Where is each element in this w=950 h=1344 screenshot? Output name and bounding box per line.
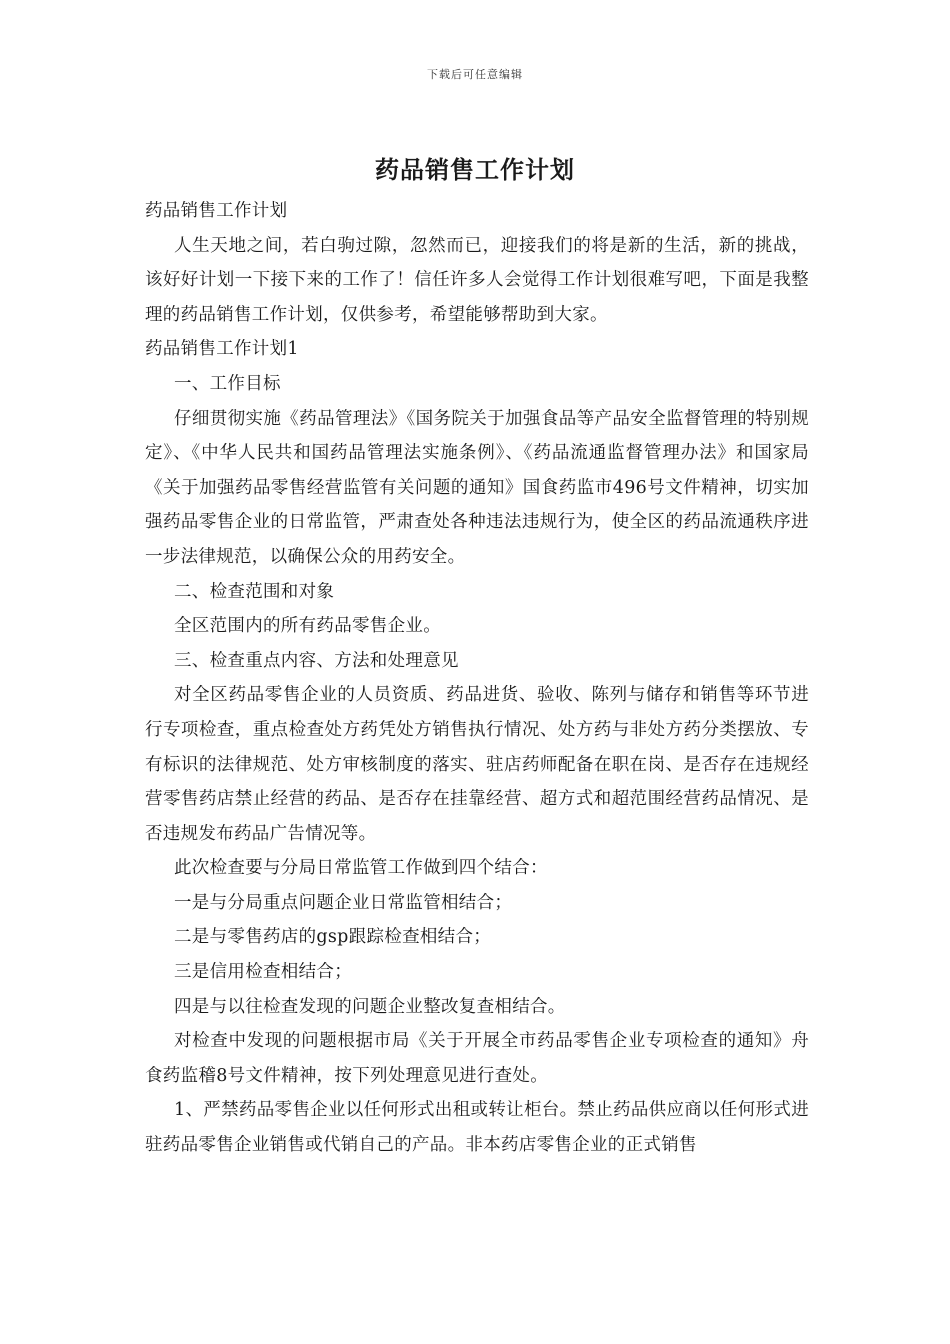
header-note: 下载后可任意编辑 [427,68,523,81]
heading-scope: 二、检查范围和对象 [174,581,335,602]
list-item-2: 二是与零售药店的gsp跟踪检查相结合； [174,927,492,948]
intro-paragraph: 人生天地之间，若白驹过隙，忽然而已，迎接我们的将是新的生活，新的挑战，该好好计划一下接下来的工作了！信任许多人会觉得工作计划很难写吧，下面是我整理的药品销售工作计划，仅供参考，希望能够帮助到大家。 [145,235,809,325]
paragraph-work-goal: 仔细贯彻实施《药品管理法》《国务院关于加强食品等产品安全监督管理的特别规定》、《中华人民共和国药品管理法实施条例》、《药品流通监督管理办法》和国家局《关于加强药品零售经营监管有关问题的通知》国食药监市496号文件精神，切实加强药品零售企业的日常监管，严肃查处各种违法违规行为，使全区的药品流通秩序进一步法律规范，以确保公众的用药安全。 [145,408,809,567]
heading-work-goal: 一、工作目标 [174,373,281,394]
paragraph-rule-1: 1、严禁药品零售企业以任何形式出租或转让柜台。禁止药品供应商以任何形式进驻药品零售企业销售或代销自己的产品。非本药店零售企业的正式销售 [145,1100,809,1156]
paragraph-inspection-focus: 对全区药品零售企业的人员资质、药品进货、验收、陈列与储存和销售等环节进行专项检查，重点检查处方药凭处方销售执行情况、处方药与非处方药分类摆放、专有标识的法律规范、处方审核制度的落实、驻店药师配备在职在岗、是否存在违规经营零售药店禁止经营的药品、是否存在挂靠经营、超方式和超范围经营药品情况、是否违规发布药品广告情况等。 [145,685,809,844]
document-title: 药品销售工作计划 [375,156,575,184]
list-item-1: 一是与分局重点问题企业日常监管相结合； [174,892,513,913]
paragraph-handling: 对检查中发现的问题根据市局《关于开展全市药品零售企业专项检查的通知》舟食药监稽8号文件精神，按下列处理意见进行查处。 [145,1031,809,1086]
subtitle-line: 药品销售工作计划 [145,201,288,221]
paragraph-four-combinations: 此次检查要与分局日常监管工作做到四个结合： [174,858,548,879]
document-body [145,194,809,1163]
list-item-3: 三是信用检查相结合； [174,962,352,983]
section-heading-plan-1: 药品销售工作计划1 [145,339,299,360]
paragraph-scope: 全区范围内的所有药品零售企业。 [174,616,441,637]
heading-inspection-focus: 三、检查重点内容、方法和处理意见 [174,650,459,671]
list-item-4: 四是与以往检查发现的问题企业整改复查相结合。 [174,996,566,1017]
